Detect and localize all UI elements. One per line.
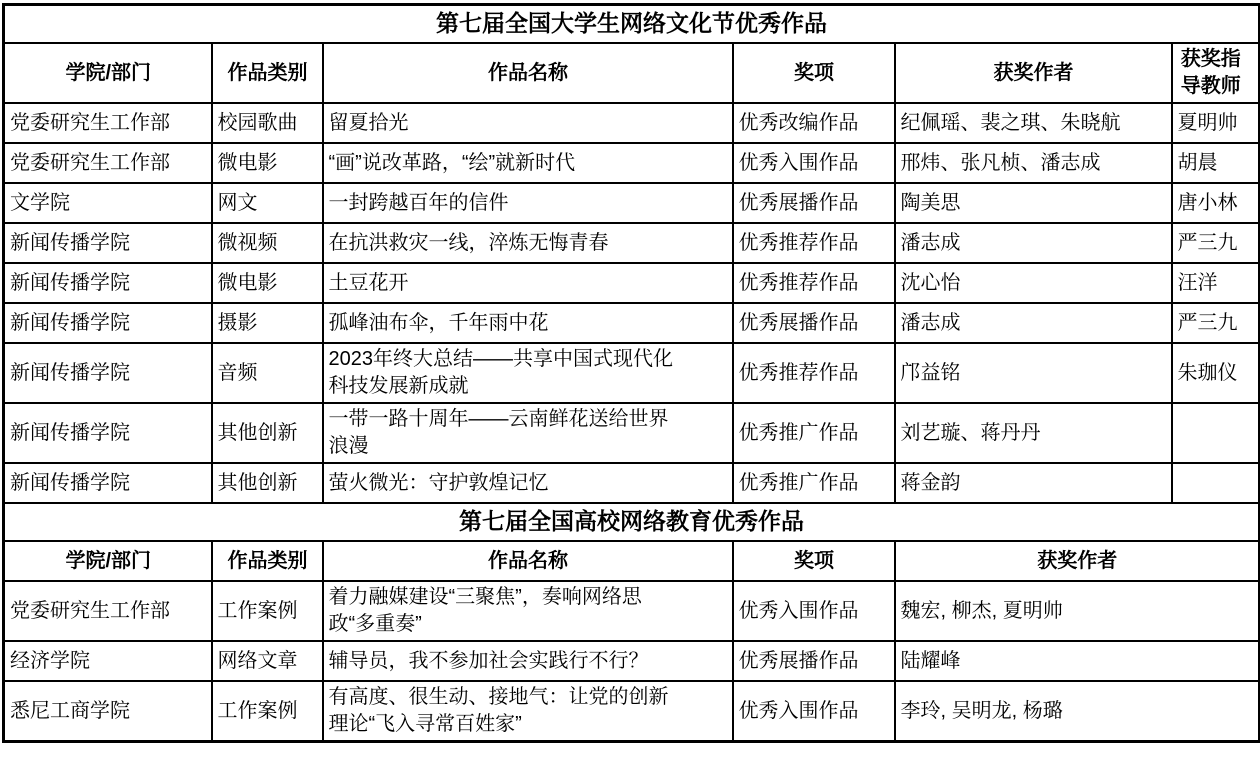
table-cell: 音频: [212, 343, 323, 403]
table-cell: 经济学院: [4, 641, 212, 681]
section-title-row: [4, 5, 1260, 44]
column-header: 作品类别: [212, 541, 323, 581]
table-cell: 蒋金韵: [895, 463, 1172, 503]
table-cell: 夏明帅: [1172, 103, 1260, 143]
table-cell: 党委研究生工作部: [4, 143, 212, 183]
table-row: [4, 103, 1260, 143]
table-cell: 魏宏, 柳杰, 夏明帅: [895, 581, 1260, 641]
column-header: 学院/部门: [4, 43, 212, 103]
column-header: 奖项: [733, 43, 895, 103]
section-title: 第七届全国大学生网络文化节优秀作品: [4, 5, 1260, 44]
table-cell: 陆耀峰: [895, 641, 1260, 681]
table-cell: 优秀展播作品: [733, 303, 895, 343]
table-cell: 胡晨: [1172, 143, 1260, 183]
table-row: [4, 403, 1260, 463]
table-cell: 摄影: [212, 303, 323, 343]
table-cell: 优秀推荐作品: [733, 263, 895, 303]
awards-table: [2, 3, 1260, 743]
table-cell: 优秀推广作品: [733, 463, 895, 503]
table-row: [4, 581, 1260, 641]
table-cell: 潘志成: [895, 303, 1172, 343]
table-cell: 新闻传播学院: [4, 343, 212, 403]
table-cell: 优秀入围作品: [733, 681, 895, 742]
table-cell: 新闻传播学院: [4, 263, 212, 303]
table-row: [4, 223, 1260, 263]
table-cell: 微电影: [212, 263, 323, 303]
table-cell: 优秀入围作品: [733, 581, 895, 641]
table-cell: 校园歌曲: [212, 103, 323, 143]
table-cell: 唐小林: [1172, 183, 1260, 223]
table-cell: 党委研究生工作部: [4, 103, 212, 143]
table-cell: 留夏拾光: [323, 103, 733, 143]
table-cell: 微电影: [212, 143, 323, 183]
table-cell: [1172, 463, 1260, 503]
table-row: [4, 143, 1260, 183]
table-cell: 严三九: [1172, 303, 1260, 343]
table-cell: 刘艺璇、蒋丹丹: [895, 403, 1172, 463]
table-row: [4, 263, 1260, 303]
header-row: [4, 43, 1260, 103]
table-cell: 在抗洪救灾一线，淬炼无悔青春: [323, 223, 733, 263]
table-cell: 李玲, 吴明龙, 杨璐: [895, 681, 1260, 742]
table-cell: 着力融媒建设“三聚焦”，奏响网络思政“多重奏”: [323, 581, 733, 641]
table-cell: [1172, 403, 1260, 463]
table-cell: 辅导员，我不参加社会实践行不行？: [323, 641, 733, 681]
column-header: 获奖指导教师: [1172, 43, 1260, 103]
table-cell: 党委研究生工作部: [4, 581, 212, 641]
awards-table-body: [4, 5, 1260, 742]
table-cell: 新闻传播学院: [4, 223, 212, 263]
table-cell: 土豆花开: [323, 263, 733, 303]
column-header: 学院/部门: [4, 541, 212, 581]
table-cell: 优秀展播作品: [733, 641, 895, 681]
column-header: 作品类别: [212, 43, 323, 103]
table-cell: 2023年终大总结——共享中国式现代化科技发展新成就: [323, 343, 733, 403]
column-header: 作品名称: [323, 541, 733, 581]
table-cell: 纪佩瑶、裴之琪、朱晓航: [895, 103, 1172, 143]
table-cell: 优秀展播作品: [733, 183, 895, 223]
table-cell: 优秀推荐作品: [733, 223, 895, 263]
section-title-row: [4, 503, 1260, 541]
table-row: [4, 343, 1260, 403]
column-header: 作品名称: [323, 43, 733, 103]
table-row: [4, 681, 1260, 742]
table-cell: 优秀推荐作品: [733, 343, 895, 403]
table-row: [4, 303, 1260, 343]
table-cell: 孤峰油布伞，千年雨中花: [323, 303, 733, 343]
table-cell: “画”说改革路，“绘”就新时代: [323, 143, 733, 183]
table-row: [4, 183, 1260, 223]
table-cell: 优秀改编作品: [733, 103, 895, 143]
table-cell: 优秀推广作品: [733, 403, 895, 463]
table-cell: 其他创新: [212, 403, 323, 463]
table-cell: 沈心怡: [895, 263, 1172, 303]
table-cell: 邝益铭: [895, 343, 1172, 403]
table-row: [4, 463, 1260, 503]
table-cell: 网文: [212, 183, 323, 223]
table-cell: 邢炜、张凡桢、潘志成: [895, 143, 1172, 183]
table-cell: 一带一路十周年——云南鲜花送给世界浪漫: [323, 403, 733, 463]
table-cell: 汪洋: [1172, 263, 1260, 303]
table-cell: 网络文章: [212, 641, 323, 681]
table-cell: 有高度、很生动、接地气：让党的创新理论“飞入寻常百姓家”: [323, 681, 733, 742]
table-cell: 新闻传播学院: [4, 463, 212, 503]
table-cell: 一封跨越百年的信件: [323, 183, 733, 223]
table-cell: 微视频: [212, 223, 323, 263]
table-cell: 其他创新: [212, 463, 323, 503]
column-header: 获奖作者: [895, 43, 1172, 103]
table-cell: 文学院: [4, 183, 212, 223]
column-header: 奖项: [733, 541, 895, 581]
header-row: [4, 541, 1260, 581]
table-cell: 工作案例: [212, 581, 323, 641]
table-cell: 陶美思: [895, 183, 1172, 223]
column-header: 获奖作者: [895, 541, 1260, 581]
table-cell: 严三九: [1172, 223, 1260, 263]
table-cell: 新闻传播学院: [4, 403, 212, 463]
table-cell: 潘志成: [895, 223, 1172, 263]
table-cell: 新闻传播学院: [4, 303, 212, 343]
table-cell: 工作案例: [212, 681, 323, 742]
table-row: [4, 641, 1260, 681]
table-cell: 优秀入围作品: [733, 143, 895, 183]
table-cell: 朱珈仪: [1172, 343, 1260, 403]
table-cell: 悉尼工商学院: [4, 681, 212, 742]
table-cell: 萤火微光：守护敦煌记忆: [323, 463, 733, 503]
section-title: 第七届全国高校网络教育优秀作品: [4, 503, 1260, 541]
